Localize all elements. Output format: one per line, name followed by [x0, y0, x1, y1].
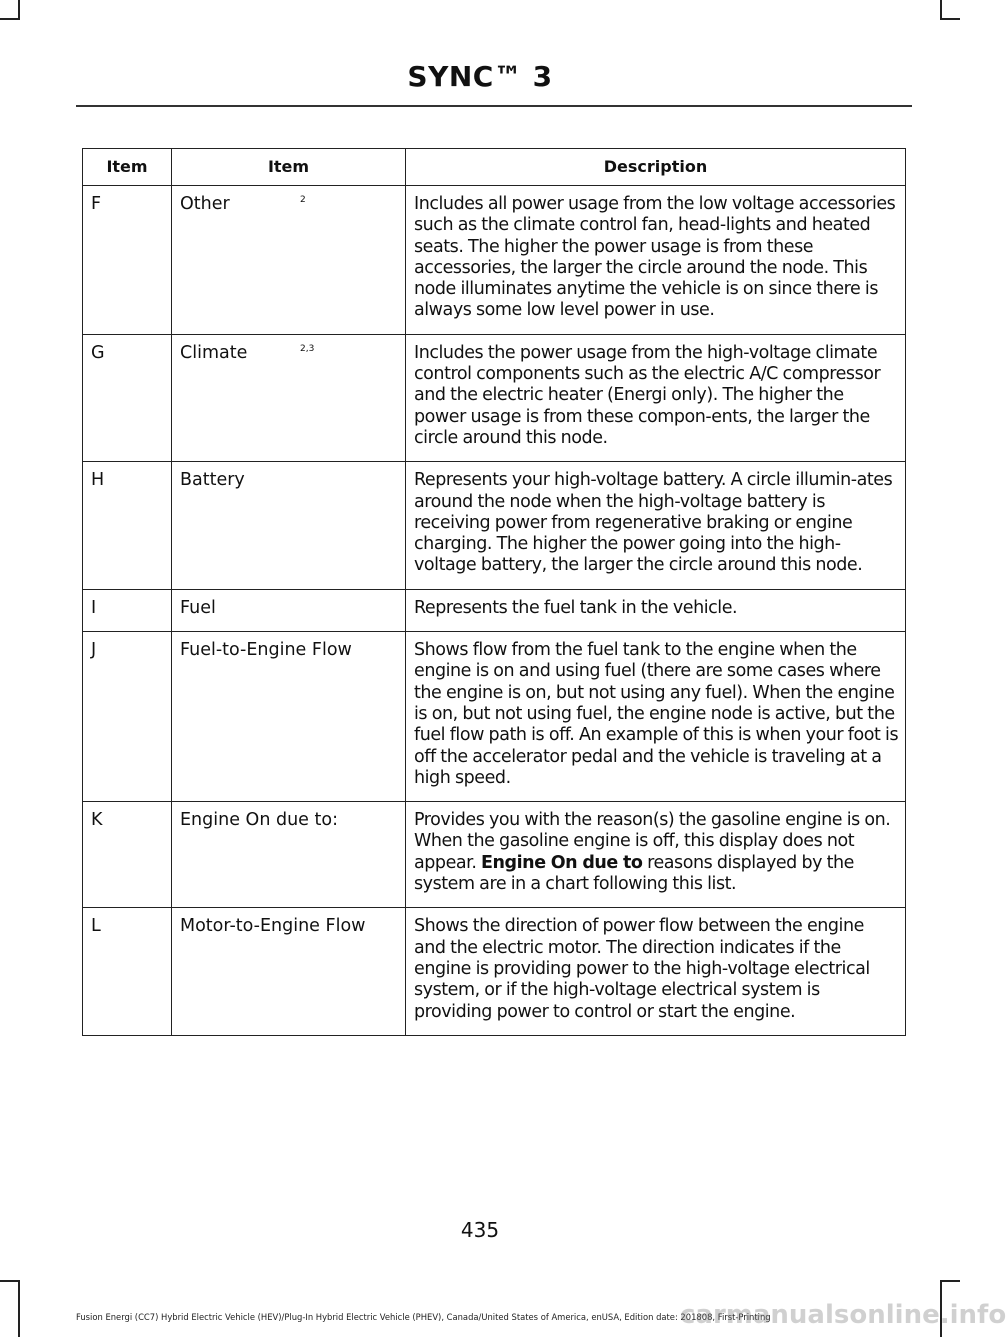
page-number: 435 [460, 1218, 500, 1242]
crop-mark-top-right-vertical [940, 0, 942, 20]
power-flow-items-table [82, 148, 906, 1036]
table-row [83, 334, 906, 461]
item-description-cell: Includes all power usage from the low voltage accessories such as the climate control fan, head-lights and heated seats. The higher the power usage is from these accessories, the larger the circle around the node. This node illuminates anytime the vehicle is on since there is always some low level power in use. [406, 186, 906, 335]
item-description-cell: Represents your high-voltage battery. A circle illumin-ates around the node when the high-voltage battery is receiving power from regenerative braking or engine charging. The higher the power going into the high-voltage battery, the larger the circle around this node. [406, 462, 906, 589]
table-header-row [83, 149, 906, 186]
item-id-cell: L [83, 908, 172, 1035]
crop-mark-top-left-vertical [18, 0, 20, 20]
footnote-ref: 2 [300, 195, 306, 205]
item-name-text: Other [180, 194, 230, 214]
column-header-item-id: Item [83, 149, 172, 186]
crop-mark-bottom-left-vertical [18, 1280, 20, 1337]
item-description-cell: Represents the fuel tank in the vehicle. [406, 589, 906, 631]
item-id-cell: K [83, 802, 172, 908]
item-name-cell: Motor-to-Engine Flow [172, 908, 406, 1035]
item-name-cell: Fuel [172, 589, 406, 631]
item-name-cell [172, 334, 406, 461]
crop-mark-top-right-horizontal [940, 18, 960, 20]
table-row [83, 462, 906, 589]
header-divider [76, 105, 912, 107]
item-name-text: Climate [180, 342, 248, 363]
watermark: carmanualsonline.info [680, 1300, 1006, 1330]
table-row [83, 802, 906, 908]
item-name-cell: Fuel-to-Engine Flow [172, 632, 406, 802]
item-id-cell: G [83, 334, 172, 461]
description-text: Provides you with the reason(s) the gasoline engine is on. When the gasoline engine is off, this display does not appear. [414, 810, 891, 873]
crop-mark-bottom-left-horizontal [0, 1280, 20, 1282]
column-header-item-name: Item [172, 149, 406, 186]
crop-mark-bottom-right-horizontal [940, 1280, 960, 1282]
crop-mark-top-left-horizontal [0, 18, 20, 20]
item-id-cell: H [83, 462, 172, 589]
item-description-cell: Shows flow from the fuel tank to the engine when the engine is on and using fuel (there are some cases where the engine is on, but not using any fuel). When the engine is on, but not using fuel, the engine node is active, but the fuel flow path is off. An example of this is when your foot is off the accelerator pedal and the vehicle is traveling at a high speed. [406, 632, 906, 802]
page-title: SYNC™ 3 [407, 60, 553, 93]
item-name-cell: Engine On due to: [172, 802, 406, 908]
item-name-cell: Battery [172, 462, 406, 589]
item-name-cell [172, 186, 406, 335]
item-description-cell [406, 802, 906, 908]
item-id-cell: I [83, 589, 172, 631]
item-id-cell: F [83, 186, 172, 335]
footnote-ref: 2,3 [300, 343, 315, 354]
description-bold-term: Engine On due to [481, 852, 643, 873]
table-row [83, 186, 906, 335]
footer-edition-text: Fusion Energi (CC7) Hybrid Electric Vehicle (HEV)/Plug-In Hybrid Electric Vehicle (PHEV), Canada/United States of America, enUSA, Edition date: 201808, First-Printing [76, 1312, 771, 1322]
description-text-continued: reasons displayed by the system are in a chart following this list. [414, 852, 855, 895]
column-header-description: Description [406, 149, 906, 186]
item-description-cell: Includes the power usage from the high-voltage climate control components such as the electric A/C compressor and the electric heater (Energi only). The higher the power usage is from these compon-ents, the larger the circle around this node. [406, 334, 906, 461]
table-row [83, 908, 906, 1035]
item-description-cell: Shows the direction of power flow between the engine and the electric motor. The direction indicates if the engine is providing power to the high-voltage electrical system, or if the high-voltage electrical system is providing power to control or start the engine. [406, 908, 906, 1035]
table-row [83, 589, 906, 631]
table-row [83, 632, 906, 802]
item-id-cell: J [83, 632, 172, 802]
